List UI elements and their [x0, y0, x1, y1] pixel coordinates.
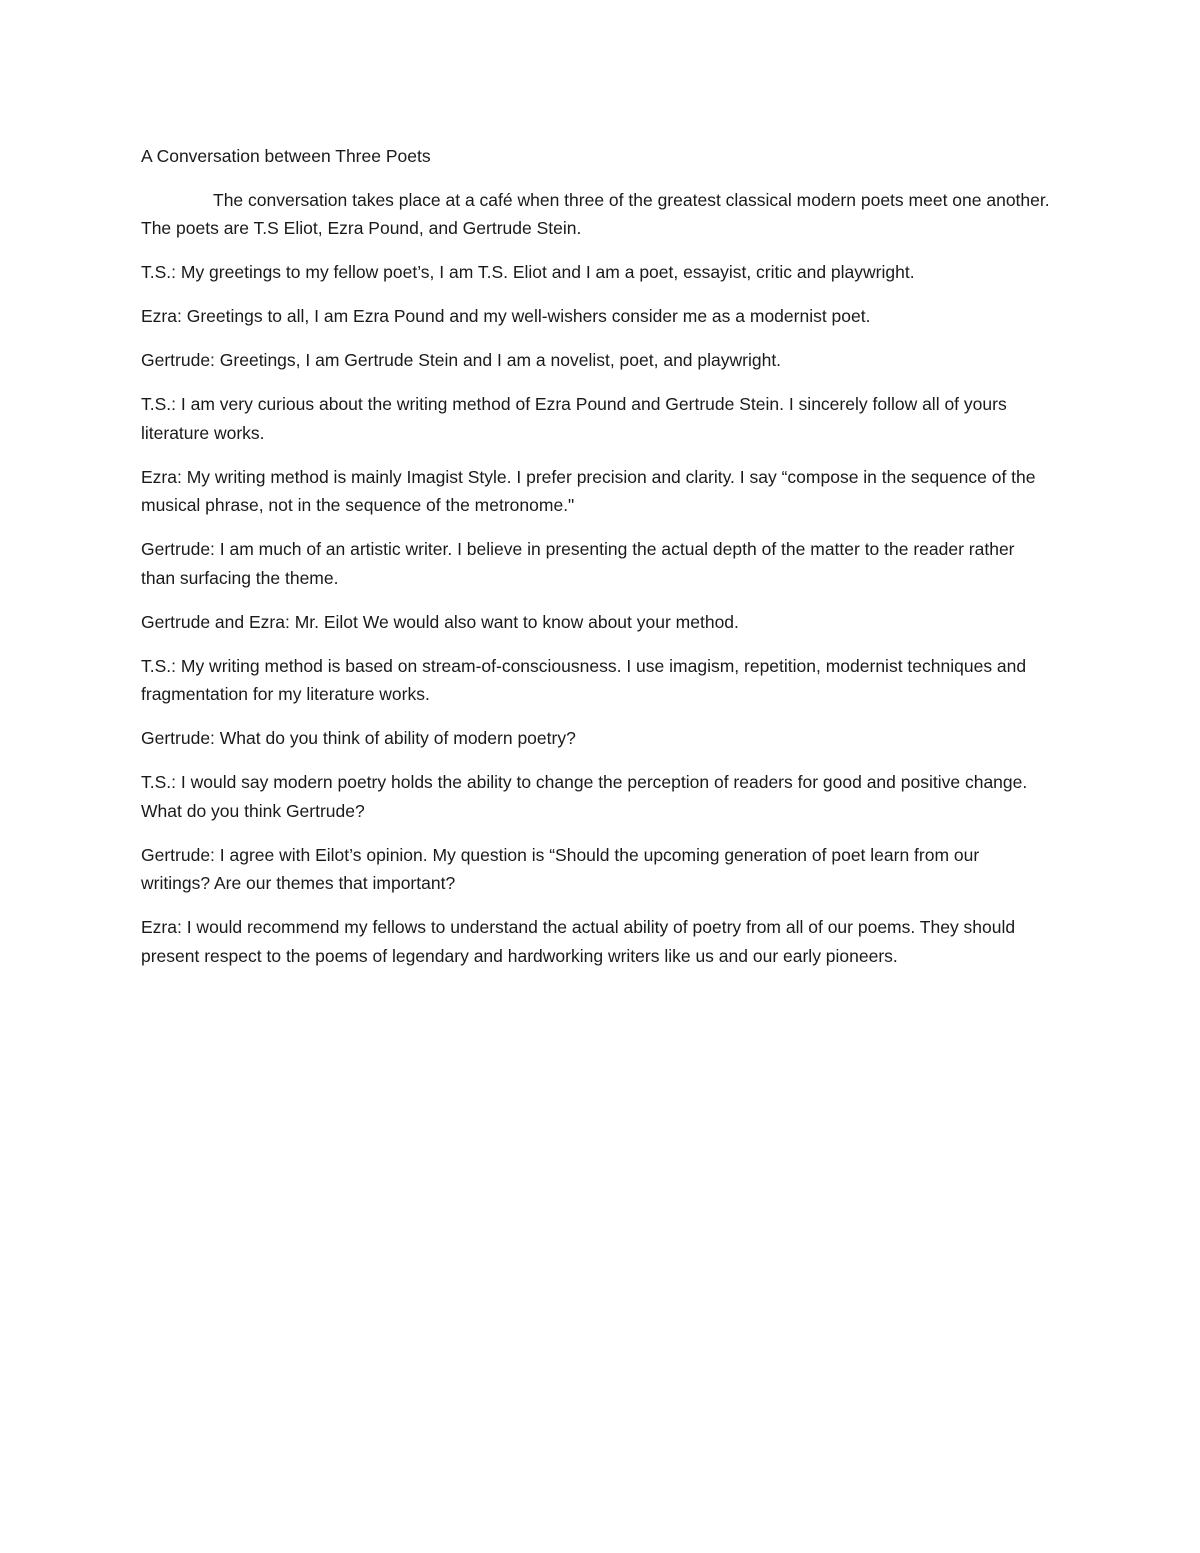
dialogue-line-9: Gertrude: What do you think of ability of modern poetry? — [141, 728, 576, 748]
dialogue-line-2: Ezra: Greetings to all, I am Ezra Pound and my well-wishers consider me as a modernist poet. — [141, 306, 871, 326]
dialogue-line-5: Ezra: My writing method is mainly Imagist Style. I prefer precision and clarity. I say “compose in the sequence of the musical phrase, not in the sequence of the metronome." — [141, 466, 1036, 515]
dialogue-line-3: Gertrude: Greetings, I am Gertrude Stein and I am a novelist, poet, and playwright. — [141, 350, 782, 370]
dialogue-line-10: T.S.: I would say modern poetry holds the ability to change the perception of readers for good and positive change. What do you think Gertrude? — [141, 772, 1028, 821]
dialogue-line-12: Ezra: I would recommend my fellows to understand the actual ability of poetry from all of our poems. They should present respect to the poems of legendary and hardworking writers like us and our early pioneers. — [141, 917, 1016, 966]
dialogue-line-6: Gertrude: I am much of an artistic writer. I believe in presenting the actual depth of the matter to the reader rather than surfacing the theme. — [141, 539, 1015, 588]
dialogue-line-4: T.S.: I am very curious about the writing method of Ezra Pound and Gertrude Stein. I sincerely follow all of yours literature works. — [141, 394, 1007, 443]
dialogue-line-7: Gertrude and Ezra: Mr. Eilot We would also want to know about your method. — [141, 611, 739, 632]
document-title: A Conversation between Three Poets — [141, 146, 431, 166]
intro-paragraph: The conversation takes place at a café when three of the greatest classical modern poets meet one another. The poets are T.S Eliot, Ezra Pound, and Gertrude Stein. — [141, 189, 1050, 238]
dialogue-line-8: T.S.: My writing method is based on stream-of-consciousness. I use imagism, repetition, modernist techniques and fragmentation for my literature works. — [141, 655, 1027, 704]
dialogue-line-1: T.S.: My greetings to my fellow poet’s, I am T.S. Eliot and I am a poet, essayist, critic and playwright. — [141, 262, 915, 282]
dialogue-line-11: Gertrude: I agree with Eilot’s opinion. My question is “Should the upcoming generation of poet learn from our writings? Are our themes that important? — [141, 844, 980, 893]
